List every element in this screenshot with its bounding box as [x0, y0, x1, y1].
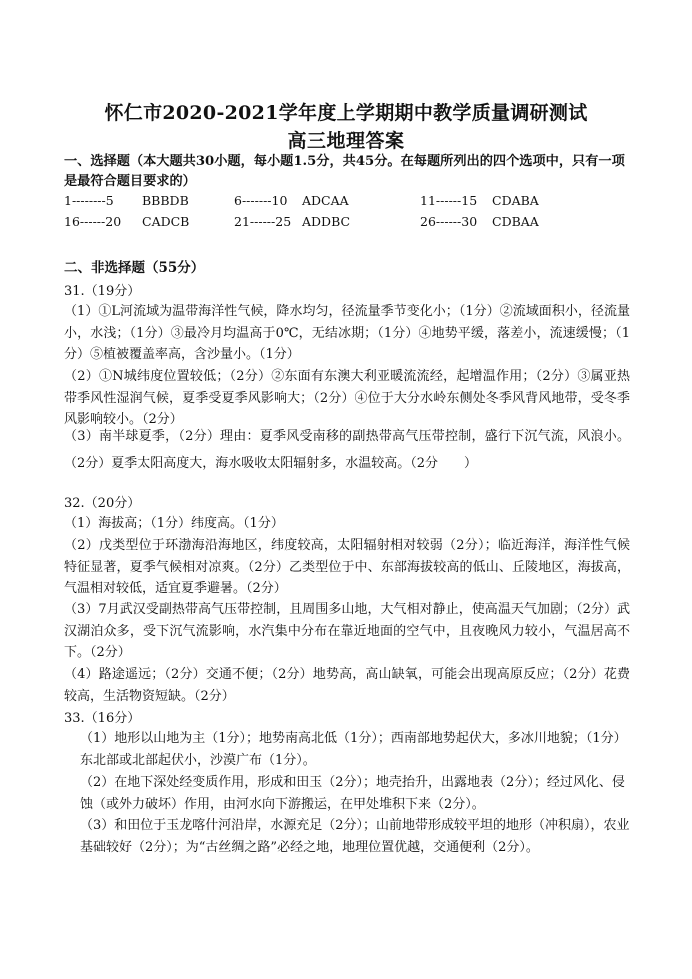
q32-part1: （1）海拔高；（1分）纬度高。（1分）	[64, 516, 284, 531]
answer-letters: CDABA	[492, 193, 539, 208]
page-subtitle: 高三地理答案	[287, 130, 405, 152]
page-title: 怀仁市2020-2021学年度上学期期中教学质量调研测试	[104, 102, 588, 124]
section1-heading: 一、选择题（本大题共30小题，每小题1.5分，共45分。在每题所列出的四个选项中，只有一项是最符合题目要求的）	[64, 154, 625, 189]
answer-range: 1--------5	[64, 193, 114, 208]
answer-letters: ADDBC	[302, 214, 351, 229]
q32-part4: （4）路途遥远；（2分）交通不便；（2分）地势高，高山缺氧，可能会出现高原反应；（2分）花费较高，生活物资短缺。（2分）	[64, 667, 630, 704]
answer-letters: CADCB	[142, 214, 190, 229]
q33-part3: （3）和田位于玉龙喀什河沿岸，水源充足（2分）；山前地带形成较平坦的地形（冲积扇），农业基础较好（2分）；为“古丝绸之路”必经之地，地理位置优越，交通便利（2分）。	[80, 818, 630, 855]
answer-range: 16------20	[64, 214, 122, 229]
q33-part1: （1）地形以山地为主（1分）；地势南高北低（1分）；西南部地势起伏大，多冰川地貌；（1分）东北部或北部起伏小，沙漠广布（1分）。	[80, 731, 627, 768]
q31-part3: （3）南半球夏季，（2分）理由：夏季风受南移的副热带高气压带控制，盛行下沉气流，风浪小。（2分）夏季太阳高度大，海水吸收太阳辐射多，水温较高。（2分 ）	[64, 429, 630, 471]
answer-range: 21------25	[234, 214, 292, 229]
q32-part3: （3）7月武汉受副热带高气压带控制，且周围多山地，大气相对静止，使高温天气加剧；（2分）武汉湖泊众多，受下沉气流影响，水汽集中分布在靠近地面的空气中，且夜晚风力较小，气温居高不下。（2分）	[64, 602, 630, 660]
q31-heading: 31.（19分）	[64, 284, 141, 299]
answer-letters: BBBDB	[142, 193, 189, 208]
q31-part1: （1）①L河流域为温带海洋性气候，降水均匀，径流量季节变化小；（1分）②流域面积小，径流量小，水浅；（1分）③最冷月均温高于0℃，无结冰期；（1分）④地势平缓，落差小，流速缓慢；（1分）⑤植被覆盖率高，含沙量小。（1分）	[64, 304, 630, 362]
answer-row	[64, 193, 644, 213]
answer-letters: CDBAA	[492, 214, 539, 229]
q33-heading: 33.（16分）	[64, 711, 141, 726]
q32-part2: （2）戊类型位于环渤海沿海地区，纬度较高，太阳辐射相对较弱（2分）；临近海洋，海洋性气候特征显著，夏季气候相对凉爽。（2分）乙类型位于中、东部海拔较高的低山、丘陵地区，海拔高，气温相对较低，适宜夏季避暑。（2分）	[64, 538, 630, 596]
answer-range: 11------15	[420, 193, 478, 208]
section2-heading: 二、非选择题（55分）	[64, 260, 205, 276]
q31-part2: （2）①N城纬度位置较低；（2分）②东面有东澳大利亚暖流流经，起增温作用；（2分）③属亚热带季风性湿润气候，夏季受夏季风影响大；（2分）④位于大分水岭东侧处冬季风背风地带，受冬季风影响较小。（2分）	[64, 369, 630, 427]
answer-range: 6-------10	[234, 193, 288, 208]
answer-range: 26------30	[420, 214, 478, 229]
q32-heading: 32.（20分）	[64, 496, 141, 511]
answer-letters: ADCAA	[302, 193, 349, 208]
answer-row	[64, 214, 644, 234]
q33-part2: （2）在地下深处经变质作用，形成和田玉（2分）；地壳抬升，出露地表（2分）；经过风化、侵蚀（或外力破坏）作用，由河水向下游搬运，在甲处堆积下来（2分）。	[80, 775, 625, 812]
